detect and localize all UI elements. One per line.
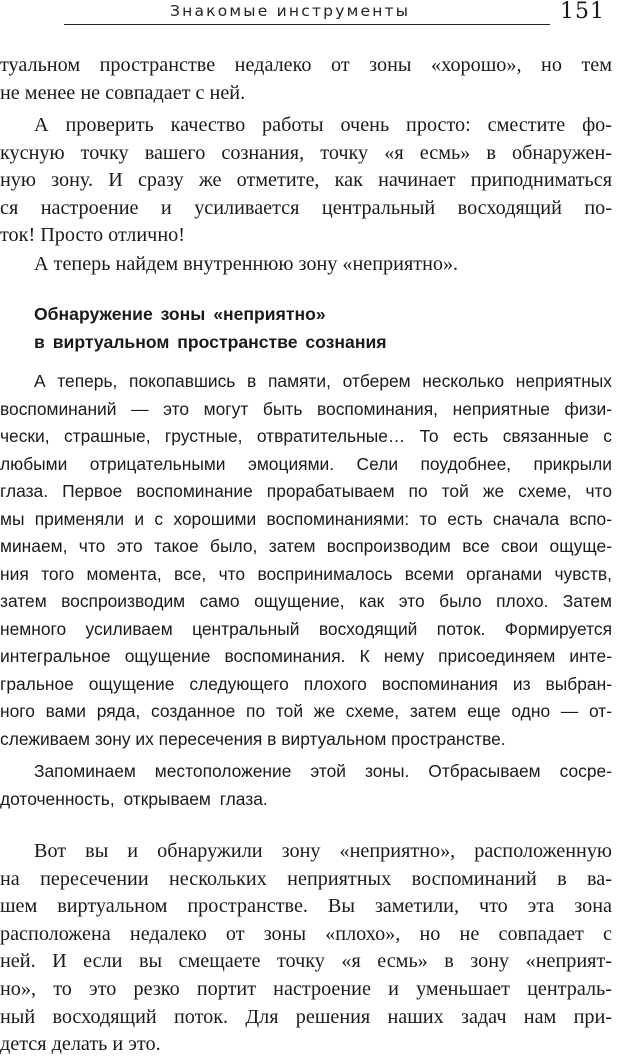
paragraph-next-zone — [0, 251, 612, 279]
text-line: глаза. Первое воспоминание прорабатываем по той же схеме, что — [0, 481, 612, 501]
running-title: Знакомые инструменты — [170, 2, 411, 20]
page-number: 151 — [560, 0, 605, 24]
section-heading — [34, 300, 574, 356]
exercise-paragraph — [0, 368, 612, 753]
text-line: любыми отрицательными эмоциями. Сели поудобнее, прикрыли — [0, 453, 612, 474]
heading-line: Обнаружение зоны «неприятно» — [34, 304, 326, 324]
text-line: но», то это резко портит настроение и уменьшает централь- — [0, 977, 612, 1000]
text-line: А теперь найдем внутреннюю зону «неприятно». — [34, 253, 459, 275]
text-line: минаем, что это такое было, затем воспроизводим все свои ощуще- — [0, 536, 612, 556]
text-line: гральное ощущение следующего плохого воспоминания из выбран- — [0, 673, 612, 694]
exercise-paragraph — [0, 758, 612, 813]
text-line: мы применяли и с хорошими воспоминаниями: то есть сначала вспо- — [0, 508, 612, 529]
page-header — [0, 0, 620, 40]
text-line: интегральное ощущение воспоминания. К нему присоединяем инте- — [0, 646, 612, 666]
text-line: ную зону. И сразу же отметите, как начинает приподниматься — [0, 169, 612, 192]
text-line: не менее не совпадает с ней. — [0, 81, 246, 104]
text-line: ного вами ряда, созданное по той же схеме, затем еще одно — от- — [0, 701, 612, 721]
text-line: ния того момента, все, что воспринималось всеми органами чувств, — [0, 563, 612, 584]
text-line: ный восходящий поток. Для решения наших задач нам при- — [0, 1005, 612, 1028]
text-line: ней. И если вы смещаете точку «я есмь» в зону «неприят- — [0, 950, 612, 973]
text-line: на пересечении нескольких неприятных воспоминаний в ва- — [0, 867, 612, 890]
text-line: расположена недалеко от зоны «плохо», но не совпадает с — [0, 922, 612, 945]
header-rule — [64, 24, 550, 25]
text-line: ток! Просто отлично! — [0, 224, 185, 247]
text-line: дется делать и это. — [0, 1033, 161, 1056]
text-line: кусную точку вашего сознания, точку «я есмь» в обнаружен- — [0, 141, 612, 164]
text-line: туальном пространстве недалеко от зоны «хорошо», но тем — [0, 54, 612, 76]
closing-paragraph — [0, 838, 612, 1059]
text-line: ся настроение и усиливается центральный восходящий по- — [0, 196, 612, 219]
text-line: воспоминаний — это могут быть воспоминания, неприятные физи- — [0, 398, 612, 419]
text-line: слеживаем зону их пересечения в виртуальном пространстве. — [0, 728, 506, 749]
text-line: немного усиливаем центральный восходящий поток. Формируется — [0, 618, 612, 639]
text-line: затем воспроизводим само ощущение, как это было плохо. Затем — [0, 591, 612, 611]
paragraph-check-quality — [0, 112, 612, 250]
text-line: доточенность, открываем глаза. — [0, 788, 268, 809]
text-line: Вот вы и обнаружили зону «неприятно», расположенную — [34, 840, 612, 862]
text-line: А проверить качество работы очень просто: сместите фо- — [34, 114, 612, 136]
text-line: А теперь, покопавшись в памяти, отберем несколько неприятных — [34, 371, 612, 391]
paragraph-continuation — [0, 52, 612, 107]
text-line: чески, страшные, грустные, отвратительные… То есть связанные с — [0, 426, 612, 446]
heading-line: в виртуальном пространстве сознания — [34, 332, 387, 352]
text-line: шем виртуальном пространстве. Вы заметили, что эта зона — [0, 895, 612, 918]
text-line: Запоминаем местоположение этой зоны. Отбрасываем сосре- — [34, 761, 612, 781]
